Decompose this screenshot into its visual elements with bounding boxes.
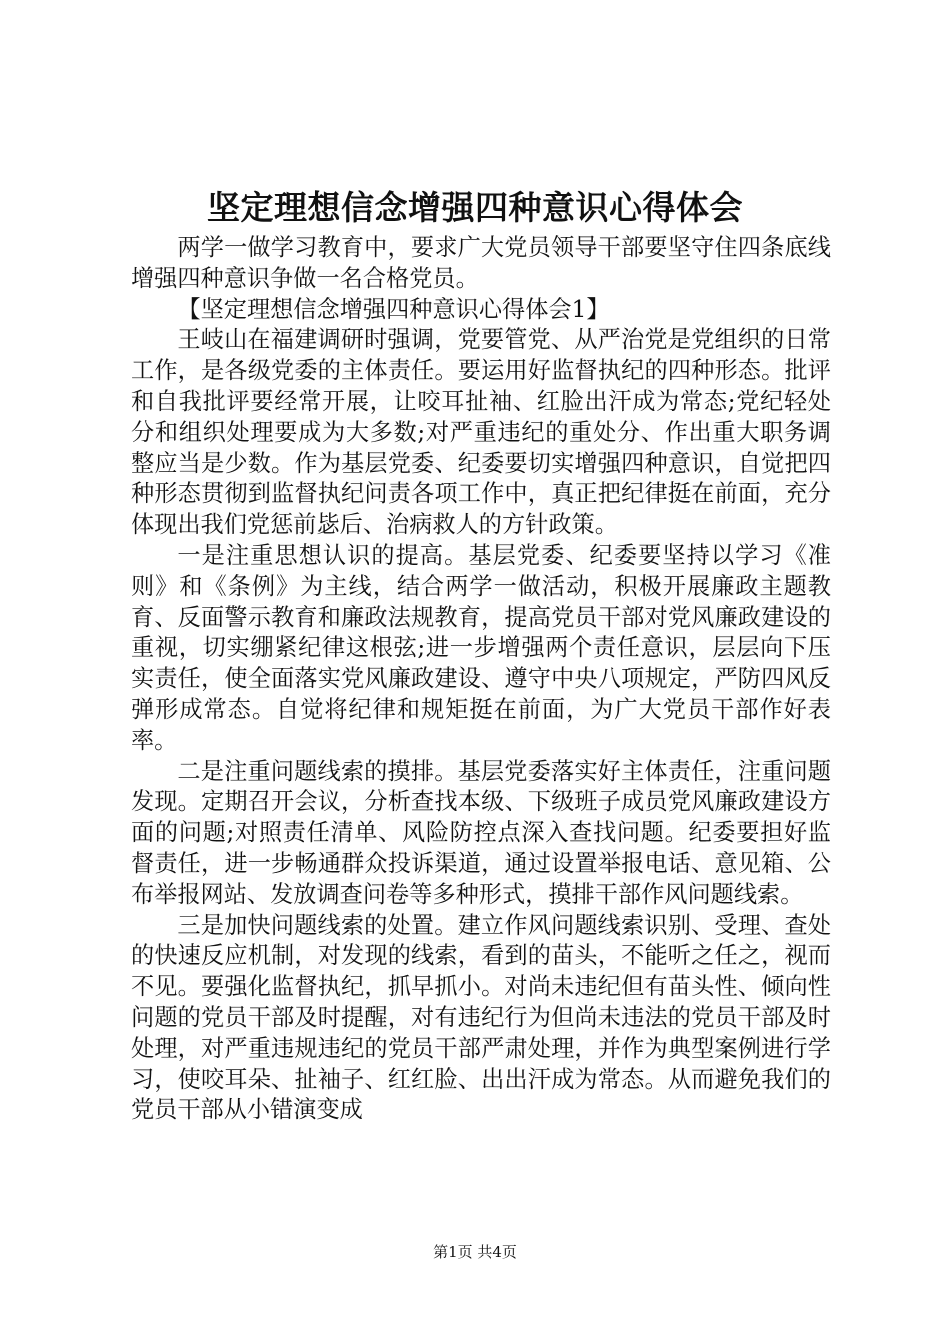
- document-title: 坚定理想信念增强四种意识心得体会: [207, 188, 743, 227]
- paragraph-intro: 两学一做学习教育中，要求广大党员领导干部要坚守住四条底线增强四种意识争做一名合格党员。: [131, 234, 831, 292]
- paragraph-section-heading: 【坚定理想信念增强四种意识心得体会1】: [177, 295, 610, 323]
- document-body: [131, 233, 831, 1126]
- paragraph-main: 王岐山在福建调研时强调，党要管党、从严治党是党组织的日常工作，是各级党委的主体责任。要运用好监督执纪的四种形态。批评和自我批评要经常开展，让咬耳扯袖、红脸出汗成为常态;党纪轻处分和组织处理要成为大多数;对严重违纪的重处分、作出重大职务调整应当是少数。作为基层党委、纪委要切实增强四种意识，自觉把四种形态贯彻到监督执纪问责各项工作中，真正把纪律挺在前面，充分体现出我们党惩前毖后、治病救人的方针政策。: [131, 326, 831, 539]
- paragraph-point-three: 三是加快问题线索的处置。建立作风问题线索识别、受理、查处的快速反应机制，对发现的线索，看到的苗头，不能听之任之，视而不见。要强化监督执纪，抓早抓小。对尚未违纪但有苗头性、倾向性问题的党员干部及时提醒，对有违纪行为但尚未违法的党员干部及时处理，对严重违规违纪的党员干部严肃处理，并作为典型案例进行学习，使咬耳朵、扯袖子、红红脸、出出汗成为常态。从而避免我们的党员干部从小错演变成: [131, 911, 831, 1124]
- paragraph-point-two: 二是注重问题线索的摸排。基层党委落实好主体责任，注重问题发现。定期召开会议，分析查找本级、下级班子成员党风廉政建设方面的问题;对照责任清单、风险防控点深入查找问题。纪委要担好监督责任，进一步畅通群众投诉渠道，通过设置举报电话、意见箱、公布举报网站、发放调查问卷等多种形式，摸排干部作风问题线索。: [131, 757, 831, 908]
- paragraph-point-one: 一是注重思想认识的提高。基层党委、纪委要坚持以学习《准则》和《条例》为主线，结合两学一做活动，积极开展廉政主题教育、反面警示教育和廉政法规教育，提高党员干部对党风廉政建设的重视，切实绷紧纪律这根弦;进一步增强两个责任意识，层层向下压实责任，使全面落实党风廉政建设、遵守中央八项规定，严防四风反弹形成常态。自觉将纪律和规矩挺在前面，为广大党员干部作好表率。: [131, 541, 831, 754]
- page-number: 第1页 共4页: [433, 1243, 517, 1261]
